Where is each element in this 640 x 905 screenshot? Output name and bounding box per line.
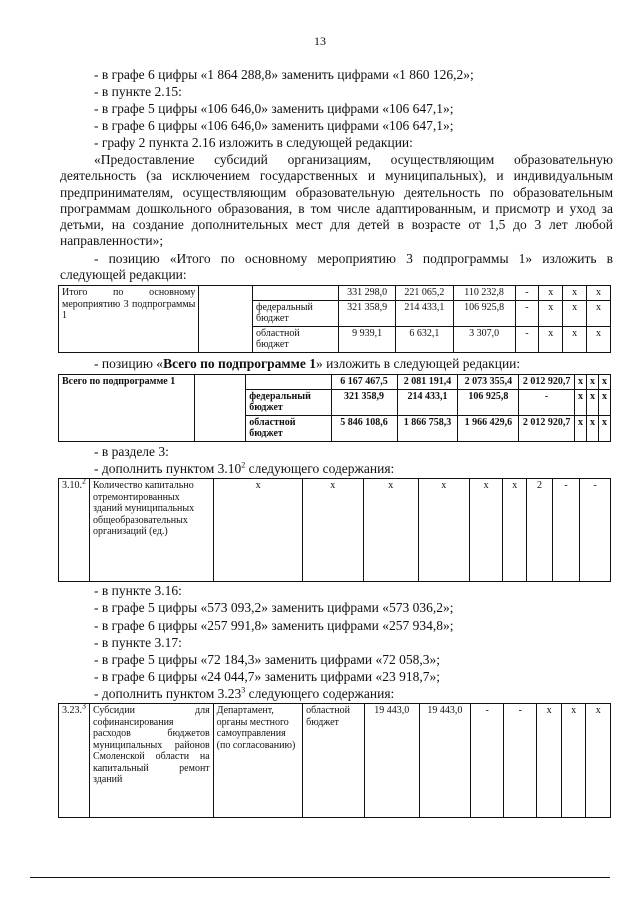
value-cell: 1 866 758,3 bbox=[397, 415, 458, 441]
source-cell: федеральный бюджет bbox=[252, 300, 338, 326]
value-cell: х bbox=[586, 415, 598, 441]
value-cell: 2 081 191,4 bbox=[397, 375, 458, 390]
text-line: - в графе 6 цифры «106 646,0» заменить цифрами «106 647,1»; bbox=[94, 118, 454, 133]
item-number bbox=[59, 701, 90, 818]
add-310-sup: 2 bbox=[241, 460, 246, 470]
text-line: - графу 2 пункта 2.16 изложить в следующей редакции: bbox=[94, 135, 413, 150]
table-row bbox=[59, 479, 611, 582]
value-cell: х bbox=[418, 479, 469, 582]
vsego-line bbox=[94, 356, 520, 372]
value-cell: 2 012 920,7 bbox=[519, 375, 575, 390]
value-cell: 2 073 355,4 bbox=[458, 375, 519, 390]
text-line: - в графе 5 цифры «573 093,2» заменить цифрами «573 036,2»; bbox=[94, 600, 454, 615]
value-cell: х bbox=[539, 286, 563, 301]
item-number-sup: 2 bbox=[82, 476, 86, 486]
value-cell: х bbox=[598, 415, 610, 441]
text-line: - в графе 5 цифры «106 646,0» заменить цифрами «106 647,1»; bbox=[94, 101, 454, 116]
value-cell: х bbox=[587, 286, 611, 301]
table-row bbox=[59, 286, 611, 301]
value-cell: х bbox=[586, 375, 598, 390]
value-cell: х bbox=[574, 415, 586, 441]
item-number-main: 3.10. bbox=[62, 480, 82, 491]
text-line: - в пункте 2.15: bbox=[94, 84, 182, 99]
empty-cell bbox=[199, 286, 253, 353]
value-cell: 2 bbox=[527, 479, 553, 582]
text-line: - в разделе 3: bbox=[94, 444, 169, 459]
value-cell: х bbox=[537, 704, 562, 818]
value-cell: х bbox=[469, 479, 503, 582]
text-line: - в графе 6 цифры «1 864 288,8» заменить цифрами «1 860 126,2»; bbox=[94, 67, 474, 82]
item-label: Количество капитально отремонтированных зданий муниципальных общеобразовательных организаций (ед.) bbox=[90, 479, 214, 582]
value-cell: 214 433,1 bbox=[396, 300, 453, 326]
table-row bbox=[59, 704, 611, 818]
value-cell: х bbox=[363, 479, 418, 582]
value-cell: 5 846 108,6 bbox=[331, 415, 397, 441]
value-cell: х bbox=[563, 286, 587, 301]
value-cell: 19 443,0 bbox=[364, 704, 419, 818]
quote-paragraph: «Предоставление субсидий организациям, осуществляющим образовательную деятельность (за исключением государственных и муниципальных), и индивидуальным предпринимателям, осуществляющим образовательную деятельность по образовательным программам дошкольного образования, в том числе адаптированным, и присмотр и уход за детьми, на создание дополнительных мест для детей в возрасте от 1,5 до 3 лет любой направленности»; bbox=[60, 152, 613, 249]
value-cell: 106 925,8 bbox=[458, 389, 519, 415]
value-cell: 6 167 467,5 bbox=[331, 375, 397, 390]
value-cell: 321 358,9 bbox=[331, 389, 397, 415]
value-cell: 3 307,0 bbox=[453, 326, 515, 352]
source-cell: областной бюджет bbox=[303, 704, 365, 818]
value-cell: - bbox=[471, 704, 504, 818]
vsego-prefix: - позицию « bbox=[94, 356, 164, 371]
value-cell: - bbox=[580, 479, 611, 582]
value-cell: 110 232,8 bbox=[453, 286, 515, 301]
text-line: - в графе 5 цифры «72 184,3» заменить цифрами «72 058,3»; bbox=[94, 652, 440, 667]
value-cell: х bbox=[587, 300, 611, 326]
value-cell: 19 443,0 bbox=[419, 704, 470, 818]
source-cell: областной бюджет bbox=[252, 326, 338, 352]
value-cell: - bbox=[515, 286, 539, 301]
value-cell: х bbox=[539, 326, 563, 352]
value-cell: - bbox=[515, 300, 539, 326]
executor-cell: Департамент, органы местного самоуправления (по согласованию) bbox=[213, 704, 303, 818]
text-line: - в графе 6 цифры «257 991,8» заменить цифрами «257 934,8»; bbox=[94, 618, 454, 633]
value-cell: 9 939,1 bbox=[338, 326, 395, 352]
value-cell: 221 065,2 bbox=[396, 286, 453, 301]
item-number bbox=[59, 476, 90, 582]
bottom-divider bbox=[30, 877, 610, 878]
source-cell bbox=[246, 375, 331, 390]
value-cell: 214 433,1 bbox=[397, 389, 458, 415]
value-cell: х bbox=[503, 479, 527, 582]
value-cell: - bbox=[504, 704, 537, 818]
add-310-line bbox=[94, 461, 394, 477]
vsego-label: Всего по подпрограмме 1 bbox=[59, 375, 195, 442]
vsego-table bbox=[58, 374, 611, 442]
value-cell: - bbox=[515, 326, 539, 352]
text-line: - в пункте 3.16: bbox=[94, 583, 182, 598]
value-cell: х bbox=[598, 389, 610, 415]
source-cell bbox=[252, 286, 338, 301]
value-cell: 321 358,9 bbox=[338, 300, 395, 326]
value-cell: х bbox=[598, 375, 610, 390]
value-cell: - bbox=[552, 479, 580, 582]
itogo-label: Итого по основному мероприятию 3 подпрограммы 1 bbox=[59, 286, 199, 353]
text-line: - в графе 6 цифры «24 044,7» заменить цифрами «23 918,7»; bbox=[94, 669, 440, 684]
value-cell: х bbox=[214, 479, 302, 582]
add-323-prefix: - дополнить пунктом 3.23 bbox=[94, 686, 242, 701]
item-number-main: 3.23. bbox=[62, 705, 82, 716]
value-cell: х bbox=[539, 300, 563, 326]
value-cell: х bbox=[587, 326, 611, 352]
add-323-suffix: следующего содержания: bbox=[245, 686, 395, 701]
value-cell: 106 925,8 bbox=[453, 300, 515, 326]
value-cell: 1 966 429,6 bbox=[458, 415, 519, 441]
vsego-bold: Всего по подпрограмме 1 bbox=[163, 356, 316, 371]
add-310-suffix: следующего содержания: bbox=[245, 461, 395, 476]
add-323-sup: 3 bbox=[241, 685, 246, 695]
itogo-table bbox=[58, 285, 611, 353]
value-cell: х bbox=[574, 389, 586, 415]
item-310-table bbox=[58, 478, 611, 582]
item-323-table bbox=[58, 703, 611, 818]
value-cell: 6 632,1 bbox=[396, 326, 453, 352]
value-cell: - bbox=[519, 389, 575, 415]
value-cell: х bbox=[586, 389, 598, 415]
value-cell: х bbox=[563, 300, 587, 326]
item-label: Субсидии для софинансирования расходов бюджетов муниципальных районов Смоленской области на капитальный ремонт зданий bbox=[90, 704, 214, 818]
page-number: 13 bbox=[314, 34, 326, 48]
add-310-prefix: - дополнить пунктом 3.10 bbox=[94, 461, 242, 476]
vsego-suffix: » изложить в следующей редакции: bbox=[315, 356, 521, 371]
source-cell: областной бюджет bbox=[246, 415, 331, 441]
text-line: - в пункте 3.17: bbox=[94, 635, 182, 650]
empty-cell bbox=[195, 375, 246, 442]
itogo-paragraph: - позицию «Итого по основному мероприятию 3 подпрограммы 1» изложить в следующей редакции: bbox=[60, 251, 613, 283]
value-cell: х bbox=[563, 326, 587, 352]
value-cell: 2 012 920,7 bbox=[519, 415, 575, 441]
value-cell: х bbox=[574, 375, 586, 390]
value-cell: 331 298,0 bbox=[338, 286, 395, 301]
source-cell: федеральный бюджет bbox=[246, 389, 331, 415]
item-number-sup: 3 bbox=[82, 701, 86, 711]
add-323-line bbox=[94, 686, 394, 702]
table-row bbox=[59, 375, 611, 390]
value-cell: х bbox=[302, 479, 363, 582]
value-cell: х bbox=[586, 704, 611, 818]
value-cell: х bbox=[561, 704, 586, 818]
